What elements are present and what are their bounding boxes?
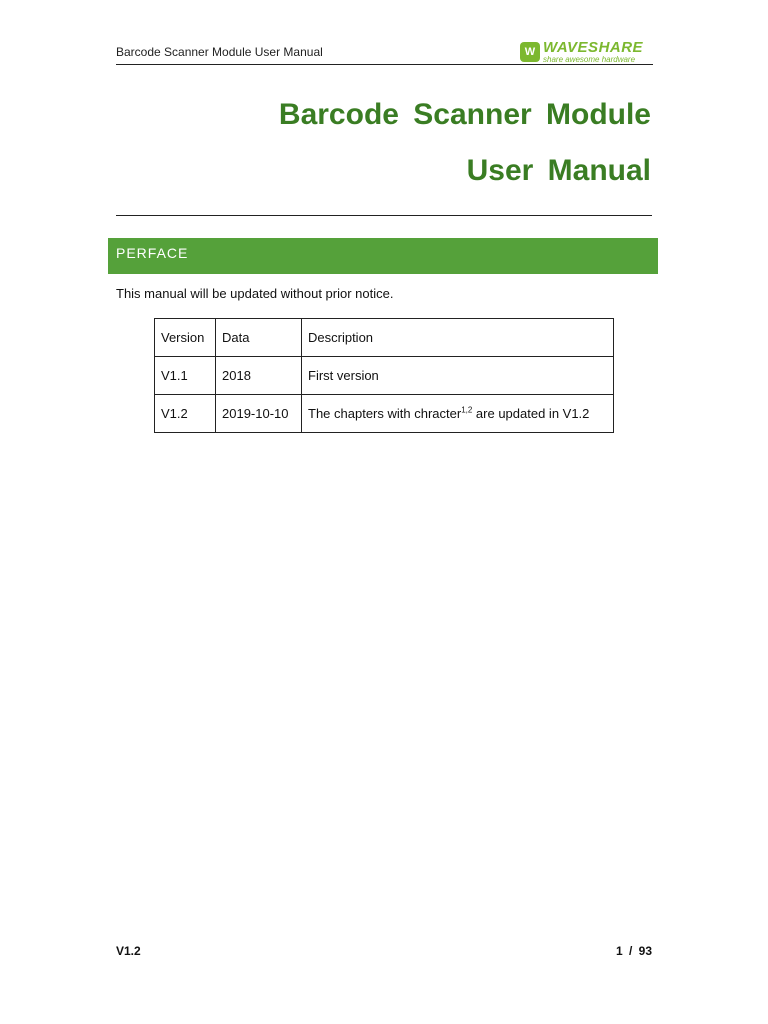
- version-table: [154, 318, 614, 433]
- table-row: [155, 395, 614, 433]
- version-cell: V1.1: [155, 357, 216, 395]
- description-cell: [302, 395, 614, 433]
- update-notice: This manual will be updated without prior notice.: [116, 286, 394, 301]
- description-cell: [302, 357, 614, 395]
- date-cell: 2019-10-10: [216, 395, 302, 433]
- section-label: PERFACE: [116, 245, 189, 261]
- date-cell: 2018: [216, 357, 302, 395]
- description-superscript: 1,2: [461, 405, 473, 415]
- preface-section-bar: [108, 238, 658, 274]
- waveshare-logo: [520, 41, 652, 65]
- page-number: 1 / 93: [615, 944, 652, 958]
- table-row: [155, 357, 614, 395]
- title-line-1: Barcode Scanner Module: [278, 98, 651, 131]
- logo-badge-icon: W: [520, 42, 540, 62]
- description-text: First version: [308, 368, 379, 383]
- title-divider: [116, 215, 652, 216]
- header-title: Barcode Scanner Module User Manual: [116, 45, 323, 59]
- header-divider: [116, 64, 653, 65]
- column-header-description: Description: [302, 319, 614, 357]
- title-line-2: User Manual: [466, 154, 651, 187]
- column-header-version: Version: [155, 319, 216, 357]
- description-suffix: are updated in V1.2: [472, 406, 590, 421]
- column-header-data: Data: [216, 319, 302, 357]
- description-text: The chapters with chracter: [308, 406, 462, 421]
- table-header-row: [155, 319, 614, 357]
- logo-tagline: share awesome hardware: [543, 55, 636, 64]
- version-cell: V1.2: [155, 395, 216, 433]
- footer-version: V1.2: [116, 944, 141, 958]
- logo-name: WAVESHARE: [543, 39, 644, 56]
